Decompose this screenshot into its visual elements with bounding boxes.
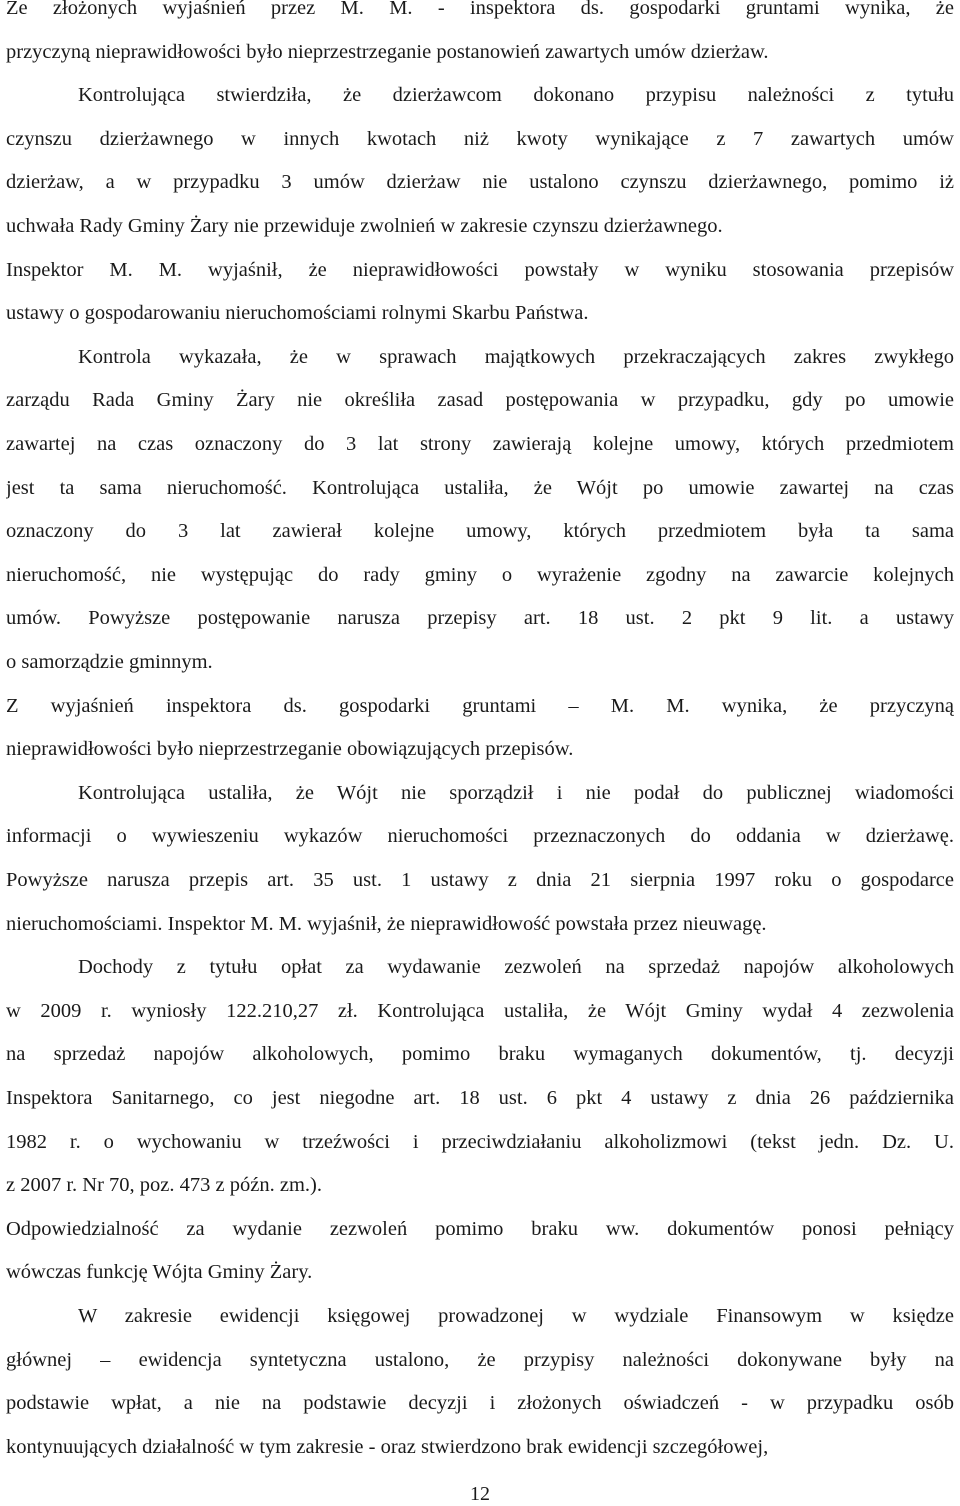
text-line: Kontrolująca ustaliła, że Wójt nie sporządził i nie podał do publicznej wiadomości [78,781,954,804]
text-line: kontynuujących działalność w tym zakresie - oraz stwierdzono brak ewidencji szczegółowej, [6,1435,769,1458]
paragraph [6,249,954,336]
text-line: Dochody z tytułu opłat za wydawanie zezwoleń na sprzedaż napojów alkoholowych [78,956,954,979]
text-line: Powyższe narusza przepis art. 35 ust. 1 ustawy z dnia 21 sierpnia 1997 roku o gospodarce [6,868,954,891]
text-line: umów. Powyższe postępowanie narusza przepisy art. 18 ust. 2 pkt 9 lit. a ustawy [6,607,954,630]
paragraph [6,74,954,248]
paragraph [6,1295,954,1469]
text-line: oznaczony do 3 lat zawierał kolejne umowy, których przedmiotem była ta sama [6,520,954,543]
text-line: czynszu dzierżawnego w innych kwotach niż kwoty wynikające z 7 zawartych umów [6,127,954,150]
paragraph [6,0,954,74]
paragraph [6,685,954,772]
page-number: 12 [470,1483,490,1505]
text-line: zawartej na czas oznaczony do 3 lat strony zawierają kolejne umowy, których przedmiotem [6,432,954,455]
text-line: informacji o wywieszeniu wykazów nieruchomości przeznaczonych do oddania w dzierżawę. [6,825,954,848]
text-line: dzierżaw, a w przypadku 3 umów dzierżaw nie ustalono czynszu dzierżawnego, pomimo iż [6,171,954,194]
text-line: W zakresie ewidencji księgowej prowadzonej w wydziale Finansowym w księdze [78,1305,954,1327]
text-line: zarządu Rada Gminy Żary nie określiła zasad postępowania w przypadku, gdy po umowie [6,389,954,412]
text-line: Kontrola wykazała, że w sprawach majątkowych przekraczających zakres zwykłego [78,345,954,368]
paragraph [6,336,954,685]
text-line: o samorządzie gminnym. [6,650,213,673]
text-line: 1982 r. o wychowaniu w trzeźwości i przeciwdziałaniu alkoholizmowi (tekst jedn. Dz. U. [6,1130,954,1153]
paragraph [6,946,954,1208]
text-line: Kontrolująca stwierdziła, że dzierżawcom dokonano przypisu należności z tytułu [78,84,954,107]
text-line: jest ta sama nieruchomość. Kontrolująca ustaliła, że Wójt po umowie zawartej na czas [6,476,954,499]
text-line: Ze złożonych wyjaśnień przez M. M. - inspektora ds. gospodarki gruntami wynika, że [6,0,954,19]
text-line: nieruchomość, nie występując do rady gminy o wyrażenie zgodny na zawarcie kolejnych [6,563,954,586]
text-line: Odpowiedzialność za wydanie zezwoleń pomimo braku ww. dokumentów ponosi pełniący [6,1217,954,1240]
text-line: nieruchomościami. Inspektor M. M. wyjaśnił, że nieprawidłowość powstała przez nieuwagę. [6,912,767,935]
text-line: ustawy o gospodarowaniu nieruchomościami rolnymi Skarbu Państwa. [6,302,589,325]
text-line: w 2009 r. wyniosły 122.210,27 zł. Kontrolująca ustaliła, że Wójt Gminy wydał 4 zezwolenia [6,999,954,1022]
text-line: głównej – ewidencja syntetyczna ustalono, że przypisy należności dokonywane były na [6,1348,954,1371]
paragraph [6,772,954,946]
text-line: nieprawidłowości było nieprzestrzeganie obowiązujących przepisów. [6,738,574,761]
text-line: wówczas funkcję Wójta Gminy Żary. [6,1261,313,1284]
text-line: z 2007 r. Nr 70, poz. 473 z późn. zm.). [6,1174,322,1197]
text-line: Inspektora Sanitarnego, co jest niegodne art. 18 ust. 6 pkt 4 ustawy z dnia 26 października [6,1086,954,1109]
text-line: podstawie wpłat, a nie na podstawie decyzji i złożonych oświadczeń - w przypadku osób [6,1392,954,1415]
text-line: na sprzedaż napojów alkoholowych, pomimo braku wymaganych dokumentów, tj. decyzji [6,1043,954,1066]
paragraph [6,1208,954,1295]
text-line: uchwała Rady Gminy Żary nie przewiduje zwolnień w zakresie czynszu dzierżawnego. [6,214,723,237]
text-line: Inspektor M. M. wyjaśnił, że nieprawidłowości powstały w wyniku stosowania przepisów [6,258,954,281]
text-line: Z wyjaśnień inspektora ds. gospodarki gruntami – M. M. wynika, że przyczyną [6,694,954,717]
text-line: przyczyną nieprawidłowości było nieprzestrzeganie postanowień zawartych umów dzierżaw. [6,40,769,63]
